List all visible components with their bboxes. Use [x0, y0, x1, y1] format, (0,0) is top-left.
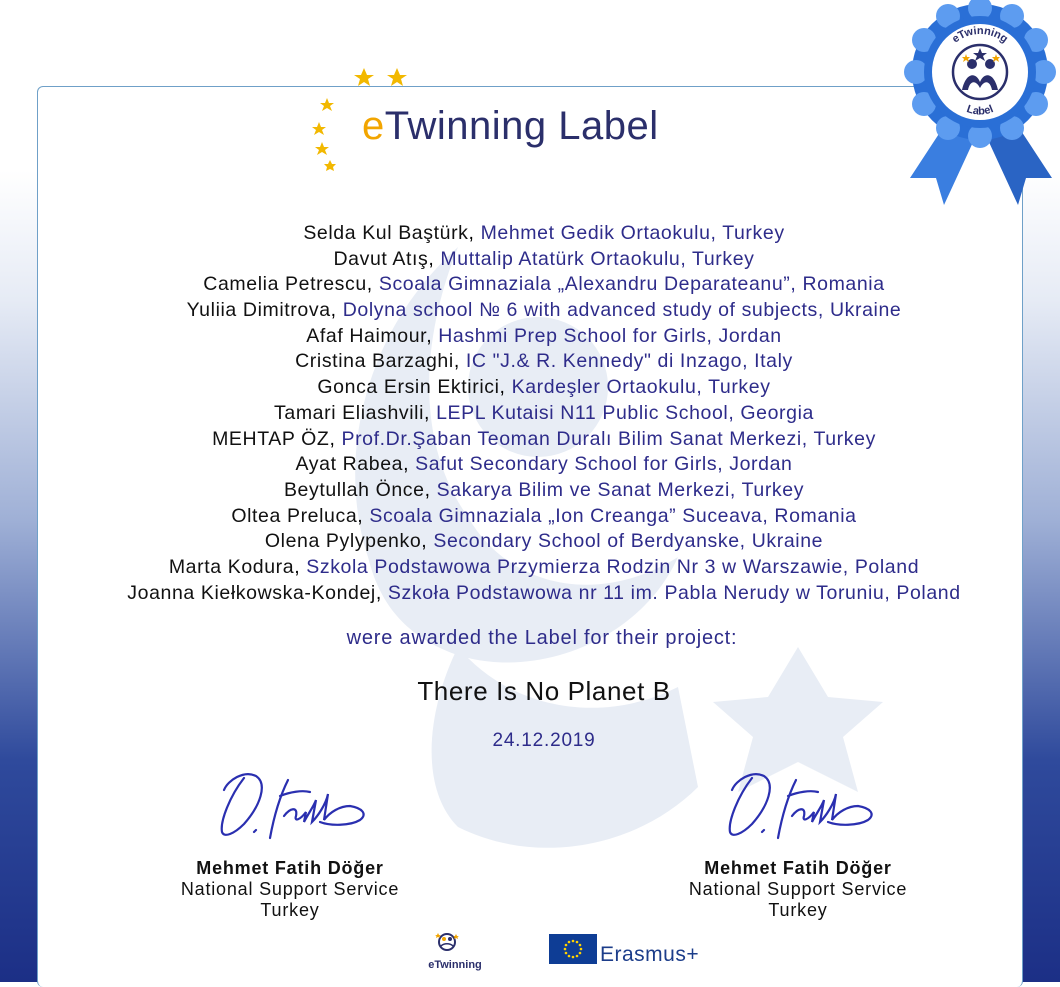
signatory-right	[648, 858, 948, 921]
recipient-name: Oltea Preluca	[231, 504, 358, 527]
recipient-row: Joanna Kiełkowska-Kondej, Szkoła Podstawowa nr 11 im. Pabla Nerudy w Toruniu, Poland	[127, 581, 961, 604]
badge-bottom-text: Label	[964, 103, 996, 118]
recipient-school: Secondary School of Berdyanske, Ukraine	[433, 530, 824, 553]
recipient-row: Selda Kul Baştürk, Mehmet Gedik Ortaokulu, Turkey	[303, 222, 785, 244]
recipient-list	[0, 221, 1060, 606]
star-icon	[320, 98, 334, 111]
recipient-school: Prof.Dr.Şaban Teoman Duralı Bilim Sanat Merkezi, Turkey	[341, 427, 876, 450]
recipient-row: MEHTAP ÖZ, Prof.Dr.Şaban Teoman Duralı Bilim Sanat Merkezi, Turkey	[212, 427, 876, 450]
signatory-country: Turkey	[260, 900, 320, 920]
recipient-row: Yuliia Dimitrova, Dolyna school № 6 with advanced study of subjects, Ukraine	[186, 299, 902, 322]
recipient-school: Sakarya Bilim ve Sanat Merkezi, Turkey	[436, 478, 805, 501]
recipient-name: Olena Pylypenko	[264, 530, 422, 553]
recipient-school: Szkoła Podstawowa nr 11 im. Pabla Nerudy w Toruniu, Poland	[387, 581, 961, 604]
star-icon	[324, 160, 336, 171]
star-icon	[387, 68, 407, 86]
signatory-role: National Support Service	[688, 879, 908, 899]
recipient-name: Tamari Eliashvili	[274, 401, 425, 424]
recipient-school: Dolyna school № 6 with advanced study of subjects, Ukraine	[342, 299, 902, 322]
recipient-school: IC "J.& R. Kennedy" di Inzago, Italy	[465, 350, 793, 373]
recipient-row: Olena Pylypenko, Secondary School of Berdyanske, Ukraine	[264, 530, 824, 553]
recipient-school: Scoala Gimnaziala „Ion Creanga” Suceava, Romania	[369, 504, 857, 527]
recipient-row: Gonca Ersin Ektirici, Kardeşler Ortaokulu, Turkey	[317, 376, 771, 399]
recipient-school: Muttalip Atatürk Ortaokulu, Turkey	[440, 247, 755, 270]
recipient-school: Hashmi Prep School for Girls, Jordan	[438, 324, 782, 347]
award-date: 24.12.2019	[492, 730, 596, 751]
awarded-text: were awarded the Label for their project:	[346, 627, 738, 649]
signatory-country: Turkey	[768, 900, 828, 920]
recipient-name: Beytullah Önce	[283, 478, 425, 501]
rosette-label-text	[900, 0, 1060, 222]
recipient-school: Kardeşler Ortaokulu, Turkey	[511, 376, 771, 399]
recipient-school: Safut Secondary School for Girls, Jordan	[415, 453, 793, 476]
recipient-row: Camelia Petrescu, Scoala Gimnaziala „Alexandru Deparateanu”, Romania	[203, 273, 885, 296]
recipient-row: Beytullah Önce, Sakarya Bilim ve Sanat Merkezi, Turkey	[283, 478, 805, 501]
signatory-name: Mehmet Fatih Döğer	[196, 858, 384, 878]
signature-right	[718, 766, 938, 846]
svg-text:eTwinning	[950, 25, 1010, 45]
etwinning-logo-text: eTwinning	[428, 959, 482, 971]
signatory-role: National Support Service	[180, 879, 400, 899]
recipient-row: Tamari Eliashvili, LEPL Kutaisi N11 Public School, Georgia	[274, 401, 814, 424]
recipient-name: Davut Atış	[333, 247, 429, 270]
recipient-row: Cristina Barzaghi, IC "J.& R. Kennedy" di Inzago, Italy	[295, 350, 793, 373]
recipient-school: LEPL Kutaisi N11 Public School, Georgia	[436, 401, 814, 424]
recipient-school: Scoala Gimnaziala „Alexandru Deparateanu”, Romania	[378, 273, 885, 296]
recipient-row: Davut Atış, Muttalip Atatürk Ortaokulu, Turkey	[333, 247, 755, 270]
badge-top-text: eTwinning	[949, 24, 1010, 46]
page-title	[362, 104, 659, 149]
star-icon	[312, 122, 326, 135]
recipient-school: Mehmet Gedik Ortaokulu, Turkey	[480, 222, 785, 244]
recipient-name: Cristina Barzaghi	[295, 350, 454, 373]
project-title: There Is No Planet B	[417, 676, 671, 706]
recipient-name: Selda Kul Baştürk	[303, 222, 469, 244]
recipient-row: Ayat Rabea, Safut Secondary School for Girls, Jordan	[295, 453, 793, 476]
recipient-name: MEHTAP ÖZ	[212, 427, 330, 450]
svg-text:Label	[965, 103, 995, 118]
eu-flag-icon	[549, 934, 597, 964]
recipient-name: Camelia Petrescu	[203, 273, 367, 296]
signature-left	[210, 766, 430, 846]
title-rest: Twinning Label	[384, 104, 659, 148]
recipient-name: Joanna Kiełkowska-Kondej	[127, 581, 376, 604]
recipient-name: Afaf Haimour	[306, 324, 427, 347]
star-icon	[315, 142, 329, 155]
recipient-row: Marta Kodura, Szkola Podstawowa Przymierza Rodzin Nr 3 w Warszawie, Poland	[168, 555, 920, 578]
recipient-name: Gonca Ersin Ektirici	[317, 376, 500, 399]
signatory-name: Mehmet Fatih Döğer	[704, 858, 892, 878]
recipient-name: Yuliia Dimitrova	[186, 299, 331, 322]
recipient-name: Ayat Rabea	[295, 453, 404, 476]
recipient-row: Afaf Haimour, Hashmi Prep School for Girls, Jordan	[306, 324, 782, 347]
star-icon	[354, 68, 374, 86]
signatory-left	[140, 858, 440, 921]
recipient-row: Oltea Preluca, Scoala Gimnaziala „Ion Creanga” Suceava, Romania	[231, 504, 857, 527]
erasmus-plus-logo: Erasmus+	[600, 943, 700, 966]
recipient-name: Marta Kodura	[168, 555, 295, 578]
title-e: e	[362, 104, 385, 148]
recipient-school: Szkola Podstawowa Przymierza Rodzin Nr 3 w Warszawie, Poland	[306, 555, 920, 578]
etwinning-logo-icon	[420, 930, 490, 975]
